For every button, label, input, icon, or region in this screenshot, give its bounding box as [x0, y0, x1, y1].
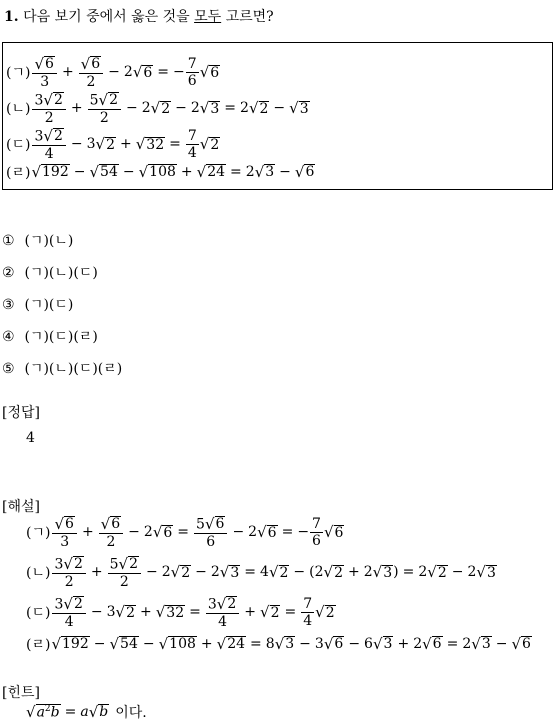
answer-value: 4 [26, 430, 35, 446]
explanation-2: (ㄴ) 3 √ 2 2 + 5 √ 2 2 − 2 √ 2 − 2 √ 3 = 4 √ 2 − (2 √ 2 + 2 √ 3 ) = 2 √ 2 − 2 √ 3 [26, 554, 496, 590]
choice-text: (ㄱ)(ㄴ)(ㄷ) [24, 265, 98, 281]
statement-3: (ㄷ) 3 √ 2 4 − 3 √ 2 + √ 32 = $\frac{7}{4}$ √ 2 [6, 126, 220, 162]
explanation-label: (ㄱ) [26, 525, 51, 542]
choice-text: (ㄱ)(ㄷ)(ㄹ) [24, 329, 98, 345]
question-line [4, 6, 274, 26]
statement-2: (ㄴ) 3 √ 2 2 + 5 √ 2 2 − 2 √ 2 − 2 √ 3 = 2 √ 2 − √ 3 [6, 90, 309, 126]
explanation-label: (ㄹ) [26, 637, 51, 653]
explanation-label: (ㄷ) [26, 605, 51, 622]
question-text-end: 고르면? [221, 9, 274, 25]
explanation-label: (ㄴ) [26, 565, 51, 582]
choice-text: (ㄱ)(ㄴ)(ㄷ)(ㄹ) [24, 361, 123, 377]
question-underlined: 모두 [194, 9, 222, 25]
explanation-4: (ㄹ) √ 192 − √ 54 − √ 108 + √ 24 = 8 √ 3 − 3 √ 6 − 6 √ 3 + 2 √ 6 = 2 √ 3 − √ 6 [26, 634, 531, 653]
choice-mark: ① [2, 233, 15, 249]
choice-1[interactable] [2, 230, 73, 250]
choice-2[interactable] [2, 262, 98, 282]
question-number: 1. [4, 9, 19, 25]
statement-label: (ㄴ) [6, 101, 31, 118]
statement-4: (ㄹ) √ 192 − √ 54 − √ 108 + √ 24 = 2 √ 3 − √ 6 [6, 162, 315, 181]
statement-label: (ㄱ) [6, 65, 31, 82]
explanation-3: (ㄷ) 3 √ 2 4 − 3 √ 2 + √ 32 = 3 √ 2 4 + √ 2 = $\frac{7}{4}$ √ 2 [26, 594, 335, 630]
hint-heading: [힌트] [2, 685, 40, 701]
choice-mark: ③ [2, 297, 15, 313]
choice-text: (ㄱ)(ㄴ) [24, 233, 74, 249]
answer-heading: [정답] [2, 405, 40, 421]
question-text: 다음 보기 중에서 옳은 것을 [23, 9, 195, 25]
choice-text: (ㄱ)(ㄷ) [24, 297, 74, 313]
hint-suffix: 이다. [115, 705, 147, 721]
statement-label: (ㄹ) [6, 165, 31, 181]
explanation-1: (ㄱ) √ 6 3 + √ 6 2 − 2 √ 6 = 5 √ 6 6 − 2 √ 6 = − $\frac{7}{6}$ √ 6 [26, 514, 344, 550]
explanation-heading: [해설] [2, 499, 40, 515]
statement-label: (ㄷ) [6, 137, 31, 154]
hint-formula: √ $a^2b$ = a √ b 이다. [26, 702, 147, 722]
choice-mark: ⑤ [2, 361, 15, 377]
choice-mark: ④ [2, 329, 15, 345]
choice-4[interactable] [2, 326, 98, 346]
choice-mark: ② [2, 265, 15, 281]
statement-1: (ㄱ) √ 6 3 + √ 6 2 − 2 √ 6 = − $\frac{7}{6}$ √ 6 [6, 54, 220, 90]
choice-3[interactable] [2, 294, 73, 314]
choice-5[interactable] [2, 358, 122, 378]
